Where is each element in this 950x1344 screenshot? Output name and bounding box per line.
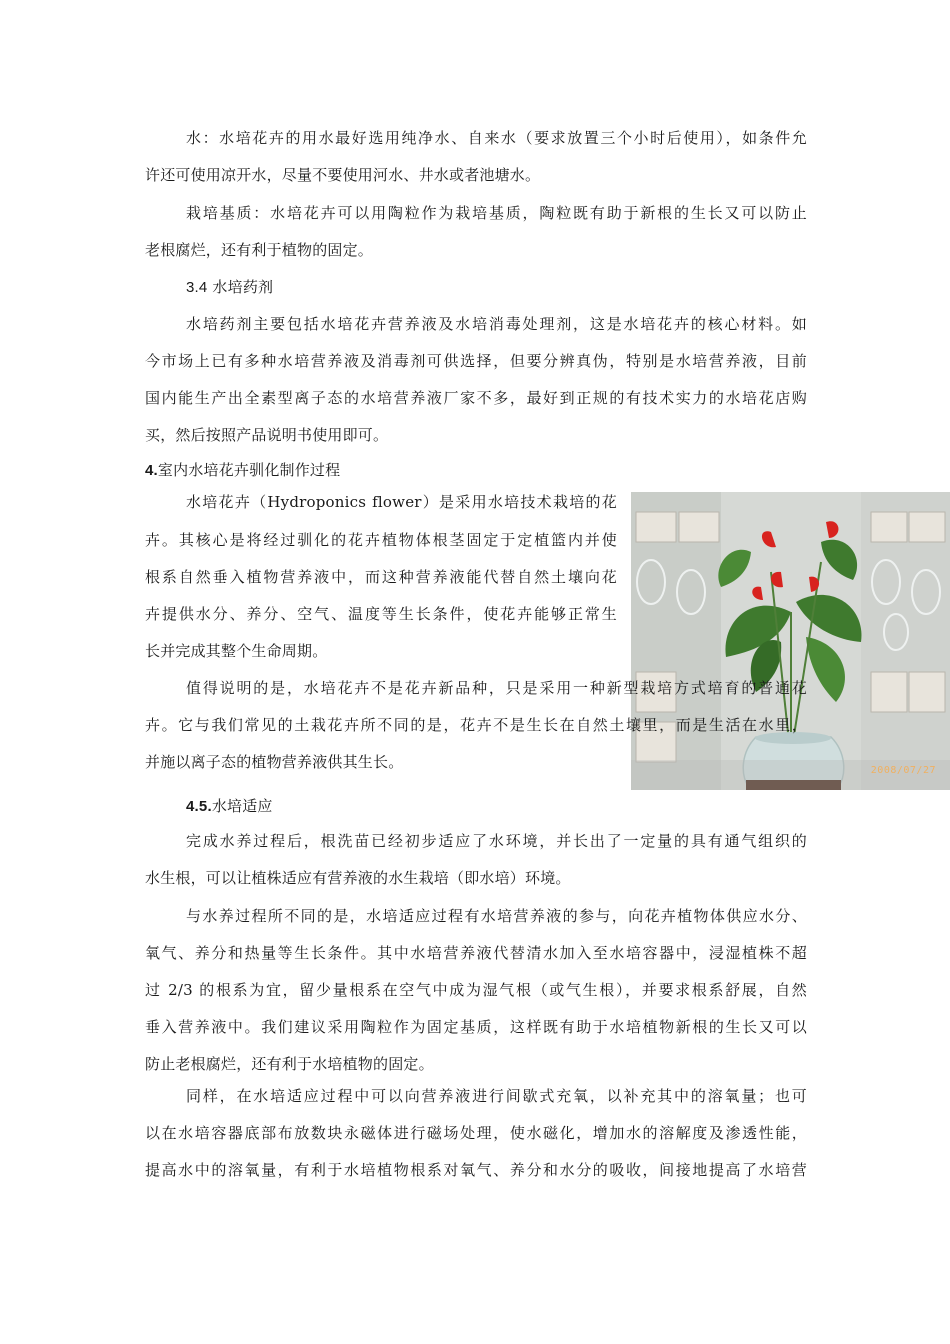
section-heading-4-5 (186, 796, 273, 817)
water-line-1: 水：水培花卉的用水最好选用纯净水、自来水（要求放置三个小时后使用），如条件允 (186, 129, 807, 147)
anthurium-illustration (631, 492, 950, 790)
substrate-line-1: 栽培基质：水培花卉可以用陶粒作为栽培基质，陶粒既有助于新根的生长又可以防止 (186, 204, 807, 222)
intro-line-3: 根系自然垂入植物营养液中，而这种营养液能代替自然土壤向花 (145, 568, 617, 586)
adapt2-line-3: 过 2/3 的根系为宜，留少量根系在空气中成为湿气根（或气生根），并要求根系舒展，自然 (145, 981, 807, 999)
intro-line-2: 卉。其核心是将经过驯化的花卉植物体根茎固定于定植篮内并使 (145, 531, 617, 549)
section-title: 水培药剂 (212, 278, 274, 296)
adapt3-line-3: 提高水中的溶氧量，有利于水培植物根系对氧气、养分和水分的吸收，间接地提高了水培营 (145, 1161, 807, 1179)
adapt1-line-2: 水生根，可以让植株适应有营养液的水生栽培（即水培）环境。 (145, 869, 571, 887)
substrate-line-2: 老根腐烂，还有利于植物的固定。 (145, 241, 374, 259)
intro-line-4: 卉提供水分、养分、空气、温度等生长条件，使花卉能够正常生 (145, 605, 617, 623)
photo-date-stamp: 2008/07/27 (870, 765, 936, 776)
adapt2-line-1: 与水养过程所不同的是，水培适应过程有水培营养液的参与，向花卉植物体供应水分、 (186, 907, 807, 925)
adapt2-line-2: 氧气、养分和热量等生长条件。其中水培营养液代替清水加入至水培容器中，浸湿植株不超 (145, 944, 807, 962)
section-heading-4 (145, 460, 340, 481)
adapt2-line-5: 防止老根腐烂，还有利于水培植物的固定。 (145, 1055, 434, 1073)
section-number: 4. (145, 462, 158, 479)
agents-line-3: 国内能生产出全素型离子态的水培营养液厂家不多，最好到正规的有技术实力的水培花店购 (145, 389, 807, 407)
agents-line-4: 买，然后按照产品说明书使用即可。 (145, 426, 389, 444)
water-line-2: 许还可使用凉开水，尽量不要使用河水、井水或者池塘水。 (145, 166, 541, 184)
section-heading-3-4 (186, 277, 273, 298)
anthurium-photo (631, 492, 950, 790)
adapt3-line-1: 同样，在水培适应过程中可以向营养液进行间歇式充氧，以补充其中的溶氧量；也可 (186, 1087, 807, 1105)
section-title: 水培适应 (211, 797, 273, 815)
agents-line-2: 今市场上已有多种水培营养液及消毒剂可供选择，但要分辨真伪，特别是水培营养液，目前 (145, 352, 807, 370)
section-title: 室内水培花卉驯化制作过程 (157, 461, 341, 479)
agents-line-1: 水培药剂主要包括水培花卉营养液及水培消毒处理剂，这是水培花卉的核心材料。如 (186, 315, 807, 333)
intro-line-1: 水培花卉（Hydroponics flower）是采用水培技术栽培的花 (186, 493, 617, 511)
section-number: 3.4 (186, 279, 208, 296)
note-line-1: 值得说明的是，水培花卉不是花卉新品种，只是采用一种新型栽培方式培育的普通花 (186, 679, 807, 697)
adapt3-line-2: 以在水培容器底部布放数块永磁体进行磁场处理，使水磁化，增加水的溶解度及渗透性能， (145, 1124, 807, 1142)
adapt1-line-1: 完成水养过程后，根洗苗已经初步适应了水环境，并长出了一定量的具有通气组织的 (186, 832, 807, 850)
intro-line-5: 长并完成其整个生命周期。 (145, 642, 328, 660)
section-number: 4.5. (186, 798, 212, 815)
adapt2-line-4: 垂入营养液中。我们建议采用陶粒作为固定基质，这样既有助于水培植物新根的生长又可以 (145, 1018, 807, 1036)
note-line-3: 并施以离子态的植物营养液供其生长。 (145, 753, 404, 771)
note-line-2: 卉。它与我们常见的土栽花卉所不同的是，花卉不是生长在自然土壤里，而是生活在水里， (145, 716, 807, 734)
